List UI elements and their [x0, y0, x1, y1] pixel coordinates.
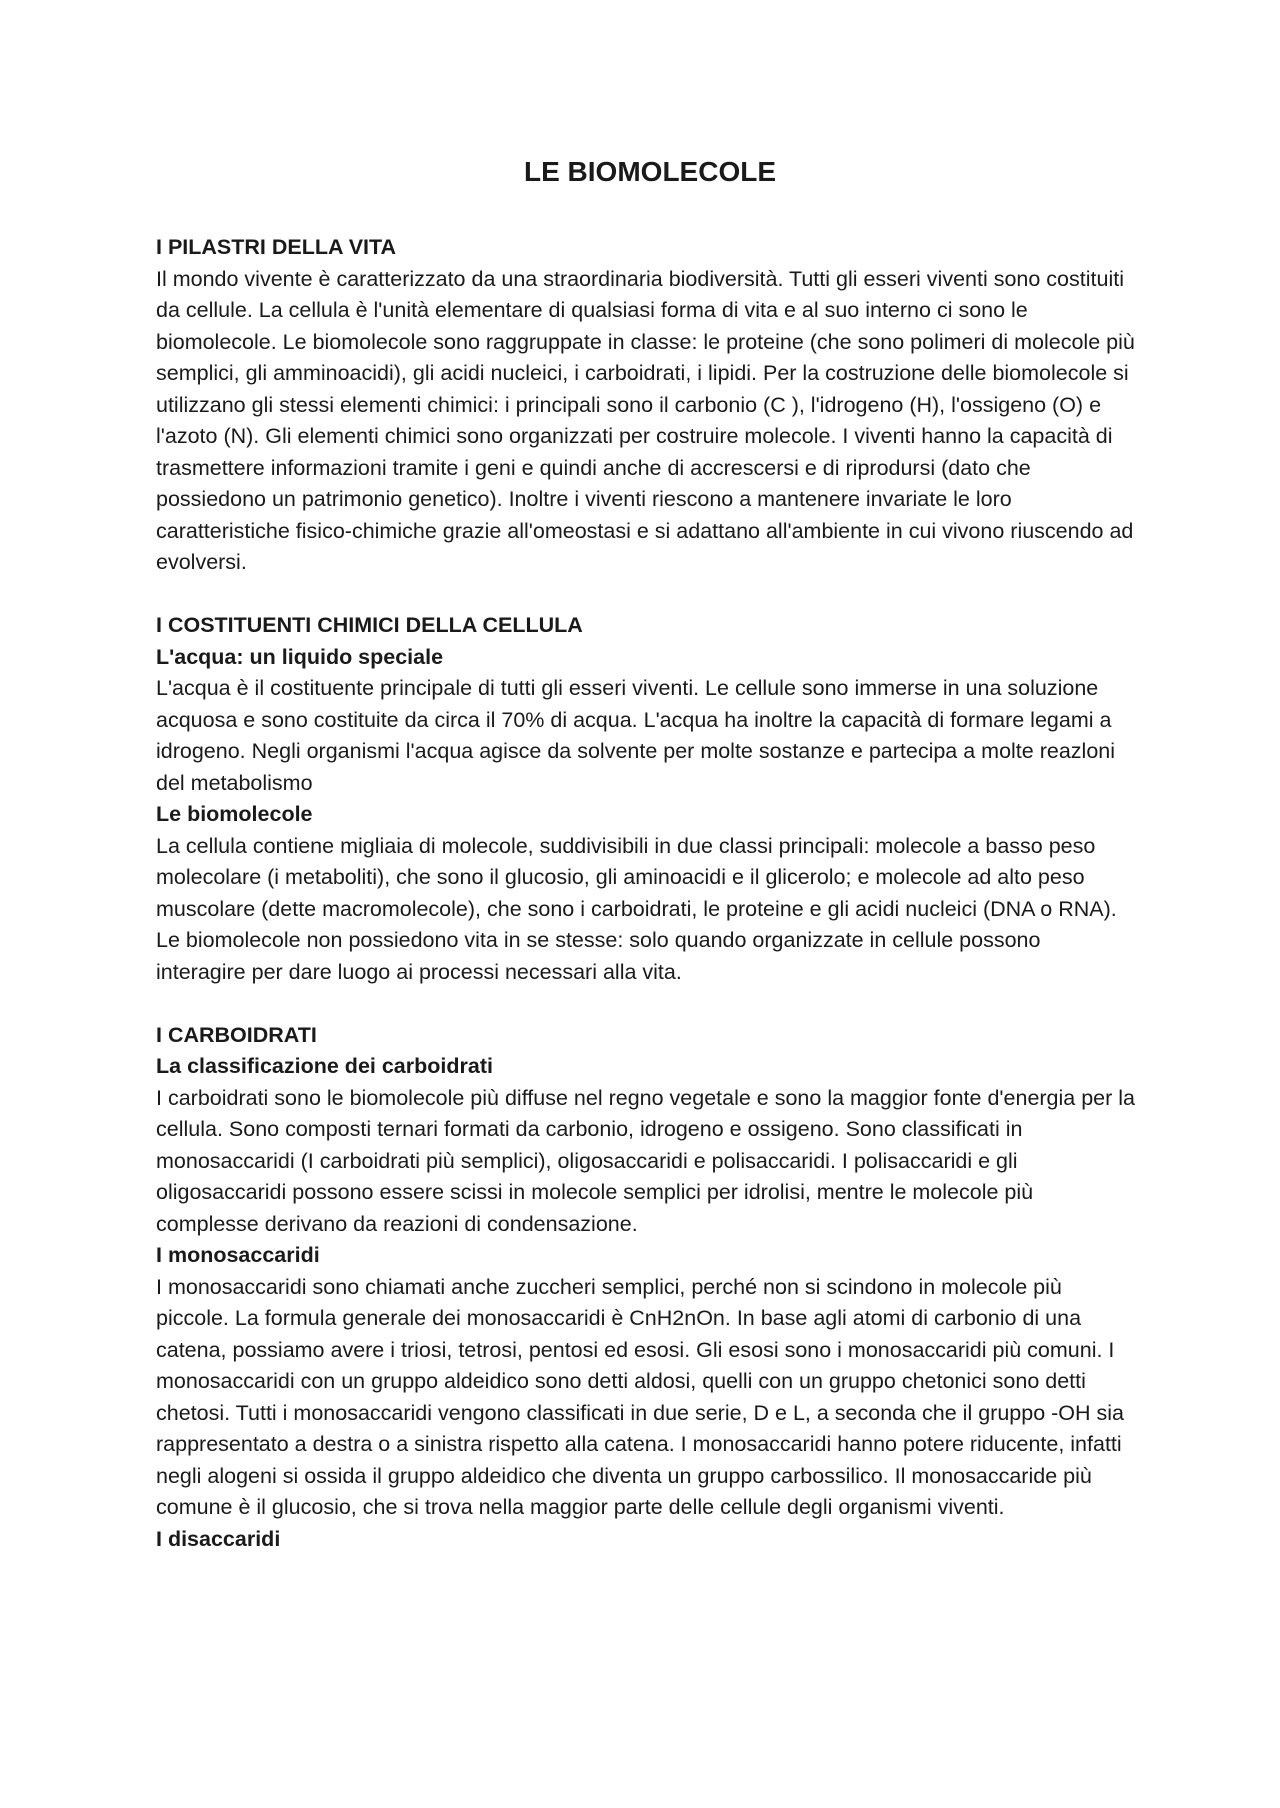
subsection-heading: La classificazione dei carboidrati — [156, 1054, 493, 1078]
section-costituenti-chimici — [156, 610, 1136, 988]
subsection-paragraph: I carboidrati sono le biomolecole più diffuse nel regno vegetale e sono la maggior fonte d'energia per la cellula. Sono composti ternari formati da carbonio, idrogeno e ossigeno. Sono classificati in monosaccaridi (I carboidrati più semplici), oligosaccaridi e polisaccaridi. I polisaccaridi e gli oligosaccaridi possono essere scissi in molecole semplici per idrolisi, mentre le molecole più complesse derivano da reazioni di condensazione. — [156, 1085, 1136, 1236]
section-paragraph: Il mondo vivente è caratterizzato da una straordinaria biodiversità. Tutti gli esseri viventi sono costituiti da cellule. La cellula è l'unità elementare di qualsiasi forma di vita e al suo interno ci sono le biomolecole. Le biomolecole sono raggruppate in classe: le proteine (che sono polimeri di molecole più semplici, gli amminoacidi), gli acidi nucleici, i carboidrati, i lipidi. Per la costruzione delle biomolecole si utilizzano gli stessi elementi chimici: i principali sono il carbonio (C ), l'idrogeno (H), l'ossigeno (O) e l'azoto (N). Gli elementi chimici sono organizzati per costruire molecole. I viventi hanno la capacità di trasmettere informazioni tramite i geni e quindi anche di accrescersi e di riprodursi (dato che possiedono un patrimonio genetico). Inoltre i viventi riescono a mantenere invariate le loro caratteristiche fisico-chimiche grazie all'omeostasi e si adattano all'ambiente in cui vivono riuscendo ad evolversi. — [156, 266, 1135, 574]
section-heading: I PILASTRI DELLA VITA — [156, 235, 397, 259]
section-pilastri-della-vita — [156, 232, 1136, 579]
page-title: LE BIOMOLECOLE — [524, 156, 776, 187]
subsection-paragraph: L'acqua è il costituente principale di tutti gli esseri viventi. Le cellule sono immerse in una soluzione acquosa e sono costituite da circa il 70% di acqua. L'acqua ha inoltre la capacità di formare legami a idrogeno. Negli organismi l'acqua agisce da solvente per molte sostanze e partecipa a molte reazloni del metabolismo — [156, 676, 1116, 795]
spacer — [156, 579, 1136, 611]
section-heading: I CARBOIDRATI — [156, 1022, 317, 1047]
document-body — [156, 152, 1136, 1555]
subsection-heading: Le biomolecole — [156, 802, 313, 826]
subsection-heading: L'acqua: un liquido speciale — [156, 644, 444, 669]
subsection-paragraph: I monosaccaridi sono chiamati anche zuccheri semplici, perché non si scindono in molecole più piccole. La formula generale dei monosaccaridi è CnH2nOn. In base agli atomi di carbonio di una catena, possiamo avere i triosi, tetrosi, pentosi ed esosi. Gli esosi sono i monosaccaridi più comuni. I monosaccaridi con un gruppo aldeidico sono detti aldosi, quelli con un gruppo chetonici sono detti chetosi. Tutti i monosaccaridi vengono classificati in due serie, D e L, a seconda che il gruppo -OH sia rappresentato a destra o a sinistra rispetto alla catena. I monosaccaridi hanno potere riducente, infatti negli alogeni si ossida il gruppo aldeidico che diventa un gruppo carbossilico. Il monosaccaride più comune è il glucosio, che si trova nella maggior parte delle cellule degli organismi viventi. — [156, 1274, 1124, 1519]
subsection-heading: I monosaccaridi — [156, 1243, 320, 1267]
subsection-heading: I disaccaridi — [156, 1526, 281, 1551]
subsection-paragraph: La cellula contiene migliaia di molecole, suddivisibili in due classi principali: molecole a basso peso molecolare (i metaboliti), che sono il glucosio, gli aminoacidi e il glicerolo; e molecole ad alto peso muscolare (dette macromolecole), che sono i carboidrati, le proteine e gli acidi nucleici (DNA o RNA). Le biomolecole non possiedono vita in se stesse: solo quando organizzate in cellule possono interagire per dare luogo ai processi necessari alla vita. — [156, 833, 1117, 984]
spacer — [156, 988, 1136, 1020]
section-carboidrati — [156, 1020, 1136, 1556]
section-heading: I COSTITUENTI CHIMICI DELLA CELLULA — [156, 613, 583, 637]
